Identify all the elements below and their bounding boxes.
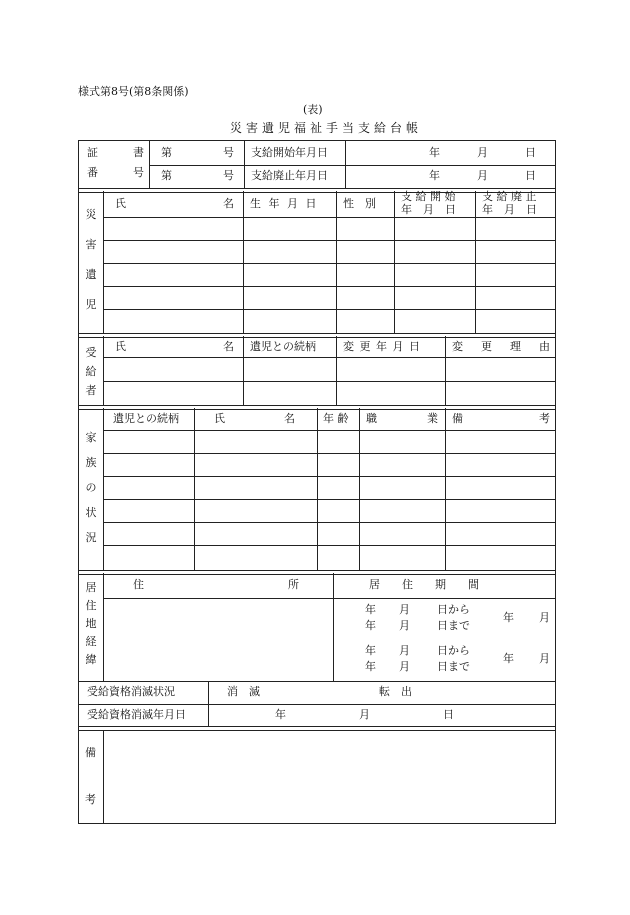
orphan-col-birth: 生 年 月 日 xyxy=(250,197,319,210)
recipient-col-reason-2: 更 xyxy=(481,340,492,353)
cert-label-2: 書 xyxy=(133,146,144,159)
family-col-name-1: 氏 xyxy=(214,412,225,425)
orphan-col-name-1: 氏 xyxy=(115,197,126,210)
orphan-side-char: 害 xyxy=(85,238,97,251)
period2-total-month: 月 xyxy=(539,652,550,665)
period1-from-label: 日から xyxy=(437,603,470,616)
family-side-char: 族 xyxy=(85,456,97,469)
family-col-relation: 遺児との続柄 xyxy=(113,412,179,425)
start-date-label: 支給開始年月日 xyxy=(251,146,328,159)
residence-side-char: 住 xyxy=(85,599,97,612)
stop-date-label: 支給廃止年月日 xyxy=(251,169,328,182)
start-year: 年 xyxy=(429,146,440,159)
recipient-col-relation: 遺児との続柄 xyxy=(250,340,316,353)
period2-until-year: 年 xyxy=(365,660,376,673)
period2-from-month: 月 xyxy=(399,644,410,657)
period1-until-month: 月 xyxy=(399,619,410,632)
recipient-col-reason-4: 由 xyxy=(539,340,550,353)
family-side-char: 況 xyxy=(85,531,97,544)
form-number: 様式第8号(第8条関係) xyxy=(78,85,189,98)
period1-until-label: 日まで xyxy=(437,619,470,632)
extinction-day: 日 xyxy=(443,708,454,721)
recipient-col-change-date: 変 更 年 月 日 xyxy=(343,340,421,353)
recipient-col-name-1: 氏 xyxy=(115,340,126,353)
remarks-field[interactable] xyxy=(104,730,554,823)
orphan-col-stop-bottom: 年 月 日 xyxy=(482,203,537,216)
page-title: 災害遺児福祉手当支給台帳 xyxy=(230,121,423,135)
family-col-name-2: 名 xyxy=(284,412,295,425)
form-side: (表) xyxy=(303,103,323,116)
family-col-note-2: 考 xyxy=(539,412,550,425)
orphan-side-char: 遺 xyxy=(85,268,97,281)
residence-side-char: 地 xyxy=(85,617,97,630)
recipient-col-reason-3: 理 xyxy=(510,340,521,353)
residence-side-char: 緯 xyxy=(85,653,97,666)
family-col-job-1: 職 xyxy=(366,412,377,425)
family-col-age: 年 齢 xyxy=(323,412,349,425)
stop-month: 月 xyxy=(477,169,488,182)
residence-side-char: 経 xyxy=(85,635,97,648)
cert-row2-dai: 第 xyxy=(161,169,172,182)
family-col-job-2: 業 xyxy=(427,412,438,425)
recipient-side-char: 受 xyxy=(85,346,97,359)
recipient-side-char: 給 xyxy=(85,365,97,378)
family-side-char: 家 xyxy=(85,431,97,444)
period2-from-year: 年 xyxy=(365,644,376,657)
cert-row1-dai: 第 xyxy=(161,146,172,159)
extinction-status-moved: 転 出 xyxy=(379,685,412,698)
residence-side-char: 居 xyxy=(85,581,97,594)
period1-total-month: 月 xyxy=(539,611,550,624)
period2-total-year: 年 xyxy=(503,652,514,665)
residence-col-address-1: 住 xyxy=(133,578,144,591)
orphan-col-stop-top: 支 給 廃 止 xyxy=(482,190,537,203)
stop-year: 年 xyxy=(429,169,440,182)
period2-from-label: 日から xyxy=(437,644,470,657)
period2-until-label: 日まで xyxy=(437,660,470,673)
extinction-date-label: 受給資格消滅年月日 xyxy=(87,708,186,721)
orphan-col-start-top: 支 給 開 始 xyxy=(401,190,456,203)
orphan-side-char: 児 xyxy=(85,298,97,311)
start-day: 日 xyxy=(525,146,536,159)
extinction-status-extinct: 消 滅 xyxy=(227,685,260,698)
family-col-note-1: 備 xyxy=(452,412,463,425)
start-month: 月 xyxy=(477,146,488,159)
recipient-section-label xyxy=(84,346,98,403)
cert-label-1: 証 xyxy=(87,146,98,159)
recipient-side-char: 者 xyxy=(85,384,97,397)
extinction-status-label: 受給資格消滅状況 xyxy=(87,685,175,698)
cert-label-3: 番 xyxy=(87,166,98,179)
residence-col-address-2: 所 xyxy=(288,578,299,591)
extinction-month: 月 xyxy=(359,708,370,721)
orphan-side-char: 災 xyxy=(85,208,97,221)
ledger-form xyxy=(78,140,556,824)
period1-from-month: 月 xyxy=(399,603,410,616)
family-section-label xyxy=(84,431,98,556)
period1-until-year: 年 xyxy=(365,619,376,632)
residence-section-label xyxy=(84,581,98,671)
period2-until-month: 月 xyxy=(399,660,410,673)
orphan-col-sex: 性 別 xyxy=(343,197,376,210)
cert-row2-go: 号 xyxy=(223,169,234,182)
extinction-year: 年 xyxy=(275,708,286,721)
remarks-side-2: 考 xyxy=(85,793,96,806)
remarks-side-1: 備 xyxy=(85,746,96,759)
orphan-col-name-2: 名 xyxy=(223,197,234,210)
cert-label-4: 号 xyxy=(133,166,144,179)
family-side-char: 状 xyxy=(85,506,97,519)
recipient-col-reason-1: 変 xyxy=(452,340,463,353)
cert-row1-go: 号 xyxy=(223,146,234,159)
period1-total-year: 年 xyxy=(503,611,514,624)
recipient-col-name-2: 名 xyxy=(223,340,234,353)
orphan-section-label xyxy=(84,208,98,328)
orphan-col-start-bottom: 年 月 日 xyxy=(401,203,456,216)
family-side-char: の xyxy=(85,481,97,494)
stop-day: 日 xyxy=(525,169,536,182)
period1-from-year: 年 xyxy=(365,603,376,616)
residence-col-period: 居 住 期 間 xyxy=(369,578,479,591)
